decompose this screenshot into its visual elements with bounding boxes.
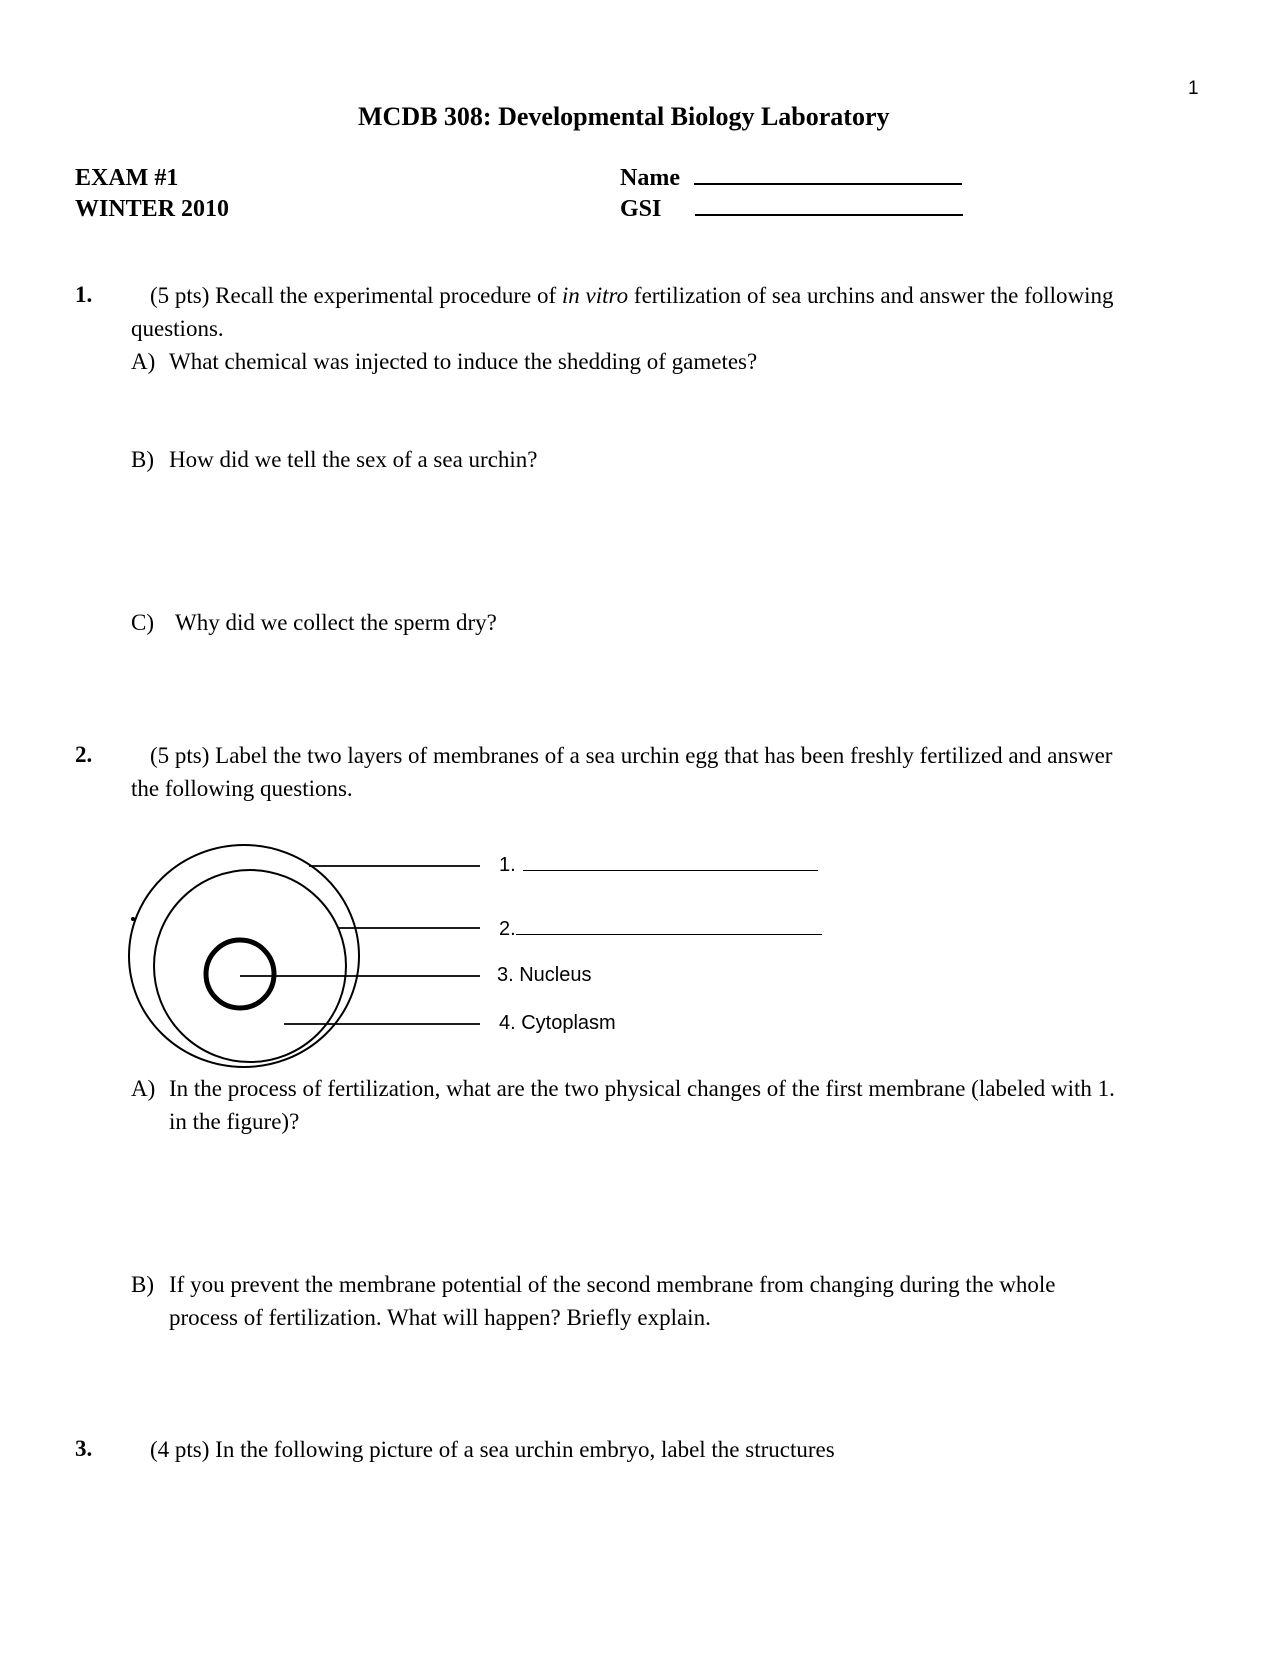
q1-number: 1. (75, 282, 93, 307)
q1-text-b: fertilization of sea urchins and answer the following (628, 283, 1114, 308)
q2-part-a-line2: in the figure)? (169, 1109, 300, 1134)
gsi-label: GSI (620, 196, 662, 222)
label-2-number: 2. (499, 918, 516, 940)
q1-part-b-letter: B) (131, 447, 154, 472)
q1-text-a: (5 pts) Recall the experimental procedure of (150, 283, 562, 308)
q1-part-a-text: What chemical was injected to induce the shedding of gametes? (169, 349, 758, 374)
page-title: MCDB 308: Developmental Biology Laboratory (358, 102, 890, 131)
q1-part-b-text: How did we tell the sex of a sea urchin? (169, 447, 538, 472)
q1-part-c-text: Why did we collect the sperm dry? (175, 610, 497, 635)
page-number: 1 (1188, 78, 1199, 99)
diagram-label-cytoplasm: 4. Cytoplasm (499, 1012, 616, 1034)
label-1-number: 1. (499, 854, 516, 876)
diagram-label-2 (499, 918, 822, 941)
q3-number: 3. (75, 1436, 93, 1461)
q2-part-b-line1: If you prevent the membrane potential of the second membrane from changing during the whole (169, 1272, 1056, 1297)
q2-prompt-line2: the following questions. (131, 776, 353, 801)
label-2-blank[interactable] (516, 933, 822, 935)
q2-part-a-letter: A) (131, 1076, 156, 1101)
q1-part-c-letter: C) (131, 610, 154, 635)
diagram-label-1 (499, 854, 818, 877)
name-label: Name (620, 165, 680, 191)
q2-part-b-line2: process of fertilization. What will happen? Briefly explain. (169, 1305, 711, 1330)
outer-membrane-circle (129, 845, 359, 1067)
q2-prompt-line1: (5 pts) Label the two layers of membranes of a sea urchin egg that has been freshly fertilized and answer (150, 743, 1113, 768)
nucleus-circle (206, 940, 274, 1008)
exam-number: EXAM #1 (75, 165, 179, 191)
q3-prompt: (4 pts) In the following picture of a sea urchin embryo, label the structures (150, 1437, 835, 1462)
diagram-label-nucleus: 3. Nucleus (497, 964, 592, 986)
exam-term: WINTER 2010 (75, 196, 230, 222)
q2-number: 2. (75, 742, 93, 767)
q2-part-b-letter: B) (131, 1272, 154, 1297)
q2-part-a-line1: In the process of fertilization, what are the two physical changes of the first membrane (labeled with 1. (169, 1076, 1115, 1101)
q1-part-a-letter: A) (131, 349, 156, 374)
q1-prompt-line2: questions. (131, 316, 224, 341)
inner-membrane-circle (154, 870, 346, 1062)
q1-italic-text: in vitro (561, 283, 629, 308)
label-1-blank[interactable] (523, 869, 818, 871)
